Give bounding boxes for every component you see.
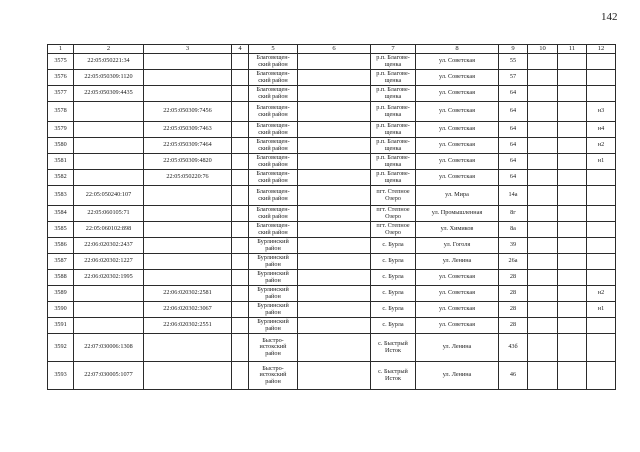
table-cell: с. Бурла (371, 286, 416, 302)
table-cell: Благовещен- ский район (249, 54, 298, 70)
column-header: 1 (48, 45, 74, 54)
table-cell: р.п. Благове- щенка (371, 86, 416, 102)
table-cell (144, 254, 232, 270)
table-row (48, 286, 616, 302)
table-cell: Бурлинский район (249, 286, 298, 302)
table-cell: Бурлинский район (249, 302, 298, 318)
table-row (48, 154, 616, 170)
table-cell (528, 138, 558, 154)
table-cell (232, 254, 249, 270)
table-cell: 43б (499, 334, 528, 362)
table-cell: 28 (499, 270, 528, 286)
table-cell: 64 (499, 170, 528, 186)
table-cell (298, 270, 371, 286)
table-cell: 22:07:030005:1077 (74, 362, 144, 390)
table-cell: ул. Промышленная (416, 206, 499, 222)
table-cell (232, 334, 249, 362)
table-cell: 22:05:060105:71 (74, 206, 144, 222)
table-cell: Бурлинский район (249, 238, 298, 254)
table-cell: н1 (587, 302, 616, 318)
table-row (48, 362, 616, 390)
table-cell: ул. Мира (416, 186, 499, 206)
table-row (48, 318, 616, 334)
table-cell: 22:05:050220:76 (144, 170, 232, 186)
table-cell (587, 222, 616, 238)
table-cell (232, 318, 249, 334)
table-cell: р.п. Благове- щенка (371, 154, 416, 170)
table-cell: р.п. Благове- щенка (371, 138, 416, 154)
table-cell: ул. Советская (416, 70, 499, 86)
table-cell: 22:05:050309:7463 (144, 122, 232, 138)
table-cell: 8а (499, 222, 528, 238)
table-cell: 22:06:020302:3067 (144, 302, 232, 318)
column-header: 12 (587, 45, 616, 54)
table-cell (558, 270, 587, 286)
table-cell: 64 (499, 138, 528, 154)
table-cell (232, 222, 249, 238)
table-cell (298, 238, 371, 254)
table-cell (144, 222, 232, 238)
table-cell: пгт. Степное Озеро (371, 222, 416, 238)
table-cell (232, 238, 249, 254)
table-cell (298, 102, 371, 122)
table-cell (587, 254, 616, 270)
table-cell: 3592 (48, 334, 74, 362)
table-cell (528, 270, 558, 286)
table-cell (298, 334, 371, 362)
table-cell (232, 122, 249, 138)
table-cell: ул. Советская (416, 270, 499, 286)
table-cell (74, 122, 144, 138)
table-cell: 8г (499, 206, 528, 222)
table-cell: р.п. Благове- щенка (371, 170, 416, 186)
table-cell (144, 238, 232, 254)
table-cell: 64 (499, 102, 528, 122)
table-cell: р.п. Благове- щенка (371, 54, 416, 70)
table-cell: 3577 (48, 86, 74, 102)
table-cell (232, 362, 249, 390)
column-header: 3 (144, 45, 232, 54)
table-body (48, 45, 616, 390)
table-cell (232, 86, 249, 102)
table-cell (74, 302, 144, 318)
table-cell (232, 206, 249, 222)
table-cell (232, 170, 249, 186)
table-row (48, 334, 616, 362)
table-cell (558, 222, 587, 238)
table-cell: н1 (587, 154, 616, 170)
table-cell (232, 138, 249, 154)
table-cell (528, 286, 558, 302)
table-cell: 22:05:060102:898 (74, 222, 144, 238)
table-cell (528, 302, 558, 318)
table-cell: 55 (499, 54, 528, 70)
table-cell: Благовещен- ский район (249, 170, 298, 186)
table-cell: 22:05:050309:7456 (144, 102, 232, 122)
table-cell (144, 86, 232, 102)
table-cell (298, 362, 371, 390)
table-cell (558, 154, 587, 170)
table-cell (587, 238, 616, 254)
table-cell: ул. Советская (416, 286, 499, 302)
table-cell: 46 (499, 362, 528, 390)
column-header: 7 (371, 45, 416, 54)
table-cell (144, 206, 232, 222)
table-row (48, 238, 616, 254)
table-cell: пгт. Степное Озеро (371, 186, 416, 206)
table-cell: Благовещен- ский район (249, 70, 298, 86)
table-cell (587, 70, 616, 86)
table-cell: 3590 (48, 302, 74, 318)
table-row (48, 138, 616, 154)
column-header: 4 (232, 45, 249, 54)
table-cell (528, 362, 558, 390)
table-cell: 57 (499, 70, 528, 86)
table-cell (232, 186, 249, 206)
table-cell: ул. Советская (416, 102, 499, 122)
table-cell: с. Бурла (371, 318, 416, 334)
table-cell (528, 254, 558, 270)
table-cell (74, 318, 144, 334)
table-cell: 3589 (48, 286, 74, 302)
table-cell (298, 286, 371, 302)
table-cell (298, 54, 371, 70)
table-cell: н3 (587, 102, 616, 122)
table-cell: ул. Советская (416, 154, 499, 170)
table-cell: 64 (499, 154, 528, 170)
table-cell: Бурлинский район (249, 254, 298, 270)
table-cell: с. Бурла (371, 238, 416, 254)
table-cell (587, 186, 616, 206)
table-cell: пгт. Степное Озеро (371, 206, 416, 222)
table-cell (528, 222, 558, 238)
table-cell (144, 186, 232, 206)
header-row (48, 45, 616, 54)
table-cell: р.п. Благове- щенка (371, 102, 416, 122)
table-cell: 64 (499, 86, 528, 102)
table-cell: ул. Советская (416, 138, 499, 154)
table-cell: Благовещен- ский район (249, 102, 298, 122)
table-cell: с. Бурла (371, 302, 416, 318)
table-cell (558, 138, 587, 154)
table-cell: 22:06:020302:2551 (144, 318, 232, 334)
table-cell: 3583 (48, 186, 74, 206)
table-cell (298, 318, 371, 334)
table-cell (558, 362, 587, 390)
table-cell (232, 102, 249, 122)
column-header: 9 (499, 45, 528, 54)
table-cell (528, 334, 558, 362)
column-header: 5 (249, 45, 298, 54)
table-cell (298, 122, 371, 138)
table-cell: 39 (499, 238, 528, 254)
table-cell: Благовещен- ский район (249, 222, 298, 238)
table-cell: ул. Советская (416, 170, 499, 186)
table-cell: ул. Гоголя (416, 238, 499, 254)
table-cell: Бурлинский район (249, 318, 298, 334)
table-cell (558, 206, 587, 222)
table-cell: 22:06:020302:1995 (74, 270, 144, 286)
table-cell: 3591 (48, 318, 74, 334)
table-cell (587, 362, 616, 390)
table-cell (232, 154, 249, 170)
table-cell (298, 70, 371, 86)
table-cell: 3582 (48, 170, 74, 186)
table-cell: р.п. Благове- щенка (371, 70, 416, 86)
table-cell: 28 (499, 302, 528, 318)
table-cell: 22:05:050309:1120 (74, 70, 144, 86)
table-cell: н4 (587, 122, 616, 138)
table-cell: 14а (499, 186, 528, 206)
table-cell (298, 186, 371, 206)
column-header: 11 (558, 45, 587, 54)
table-row (48, 206, 616, 222)
table-cell: ул. Советская (416, 86, 499, 102)
table-cell (528, 318, 558, 334)
table-cell: Благовещен- ский район (249, 154, 298, 170)
table-row (48, 186, 616, 206)
table-cell: н2 (587, 138, 616, 154)
table-cell (528, 122, 558, 138)
table-cell: 22:05:050221:34 (74, 54, 144, 70)
table-cell (298, 222, 371, 238)
table-cell: 22:06:020302:2437 (74, 238, 144, 254)
table-cell (587, 206, 616, 222)
table-cell: ул. Ленина (416, 254, 499, 270)
column-header: 2 (74, 45, 144, 54)
table-cell (144, 70, 232, 86)
table-row (48, 102, 616, 122)
table-cell: Быстро- истокский район (249, 334, 298, 362)
table-cell (232, 270, 249, 286)
page-number: 142 (601, 11, 618, 23)
table-cell: 22:06:020302:2581 (144, 286, 232, 302)
table-cell: 3576 (48, 70, 74, 86)
table-row (48, 222, 616, 238)
table-cell: ул. Советская (416, 318, 499, 334)
table-cell: 3584 (48, 206, 74, 222)
table-cell (528, 170, 558, 186)
table-cell (558, 102, 587, 122)
table-cell (587, 334, 616, 362)
table-cell (558, 238, 587, 254)
table-row (48, 170, 616, 186)
table-cell: 3587 (48, 254, 74, 270)
table-cell: 22:05:050309:4820 (144, 154, 232, 170)
table-cell (558, 286, 587, 302)
table-cell (528, 70, 558, 86)
table-cell (528, 206, 558, 222)
table-cell (558, 318, 587, 334)
table-cell (587, 170, 616, 186)
table-cell: 3588 (48, 270, 74, 286)
table-cell: 22:05:050240:107 (74, 186, 144, 206)
table-cell (232, 70, 249, 86)
table-cell: Благовещен- ский район (249, 138, 298, 154)
table-cell (528, 54, 558, 70)
table-cell (298, 170, 371, 186)
registry-table (47, 44, 616, 390)
table-cell: 3586 (48, 238, 74, 254)
table-cell: ул. Советская (416, 302, 499, 318)
table-cell (74, 170, 144, 186)
table-cell: 28 (499, 318, 528, 334)
table-cell: 28 (499, 286, 528, 302)
table-cell (144, 270, 232, 286)
table-cell: Бурлинский район (249, 270, 298, 286)
table-cell (587, 270, 616, 286)
table-cell: 3581 (48, 154, 74, 170)
table-cell: 3580 (48, 138, 74, 154)
table-cell (558, 70, 587, 86)
table-cell (587, 54, 616, 70)
table-row (48, 86, 616, 102)
table-cell (528, 102, 558, 122)
table-cell (232, 286, 249, 302)
table-cell (558, 86, 587, 102)
table-cell (558, 334, 587, 362)
column-header: 6 (298, 45, 371, 54)
table-cell: с. Бурла (371, 254, 416, 270)
table-cell: ул. Химиков (416, 222, 499, 238)
column-header: 8 (416, 45, 499, 54)
table-row (48, 122, 616, 138)
table-cell (528, 238, 558, 254)
table-cell: 3578 (48, 102, 74, 122)
table-cell (232, 302, 249, 318)
table-cell (144, 334, 232, 362)
table-cell: ул. Советская (416, 54, 499, 70)
table-cell: 3593 (48, 362, 74, 390)
table-cell (298, 154, 371, 170)
table-cell (528, 186, 558, 206)
table-cell: 22:05:050309:4435 (74, 86, 144, 102)
table-cell (144, 54, 232, 70)
table-cell: Благовещен- ский район (249, 122, 298, 138)
table-cell (298, 206, 371, 222)
table-cell (558, 54, 587, 70)
table-cell: с. Бурла (371, 270, 416, 286)
table-cell: ул. Ленина (416, 362, 499, 390)
table-cell (74, 102, 144, 122)
table-cell: 3575 (48, 54, 74, 70)
table-cell: р.п. Благове- щенка (371, 122, 416, 138)
table-cell: ул. Советская (416, 122, 499, 138)
table-cell (528, 154, 558, 170)
table-cell: Благовещен- ский район (249, 186, 298, 206)
table-cell (74, 138, 144, 154)
table-cell: 22:06:020302:1227 (74, 254, 144, 270)
table-cell (528, 86, 558, 102)
table-cell (74, 286, 144, 302)
table-cell: 3585 (48, 222, 74, 238)
table-row (48, 302, 616, 318)
table-cell: н2 (587, 286, 616, 302)
table-cell (298, 302, 371, 318)
table-cell (558, 122, 587, 138)
table-cell: 22:05:050309:7464 (144, 138, 232, 154)
table-cell (74, 154, 144, 170)
table-row (48, 70, 616, 86)
table-cell (558, 186, 587, 206)
table-cell (558, 254, 587, 270)
table-cell (298, 86, 371, 102)
table-cell (587, 86, 616, 102)
table-cell: ул. Ленина (416, 334, 499, 362)
table-cell: 26а (499, 254, 528, 270)
column-header: 10 (528, 45, 558, 54)
table-cell (232, 54, 249, 70)
table-cell: 22:07:030006:1308 (74, 334, 144, 362)
table-cell: 3579 (48, 122, 74, 138)
table-cell (144, 362, 232, 390)
table-cell: Благовещен- ский район (249, 206, 298, 222)
table-cell: 64 (499, 122, 528, 138)
table-cell (298, 254, 371, 270)
table-cell: с. Быстрый Исток (371, 362, 416, 390)
table-cell (298, 138, 371, 154)
table-row (48, 254, 616, 270)
table-cell (587, 318, 616, 334)
table-row (48, 54, 616, 70)
table-cell (558, 302, 587, 318)
table-row (48, 270, 616, 286)
table-cell (558, 170, 587, 186)
table-cell: Быстро- истокский район (249, 362, 298, 390)
table-cell: Благовещен- ский район (249, 86, 298, 102)
table-cell: с. Быстрый Исток (371, 334, 416, 362)
